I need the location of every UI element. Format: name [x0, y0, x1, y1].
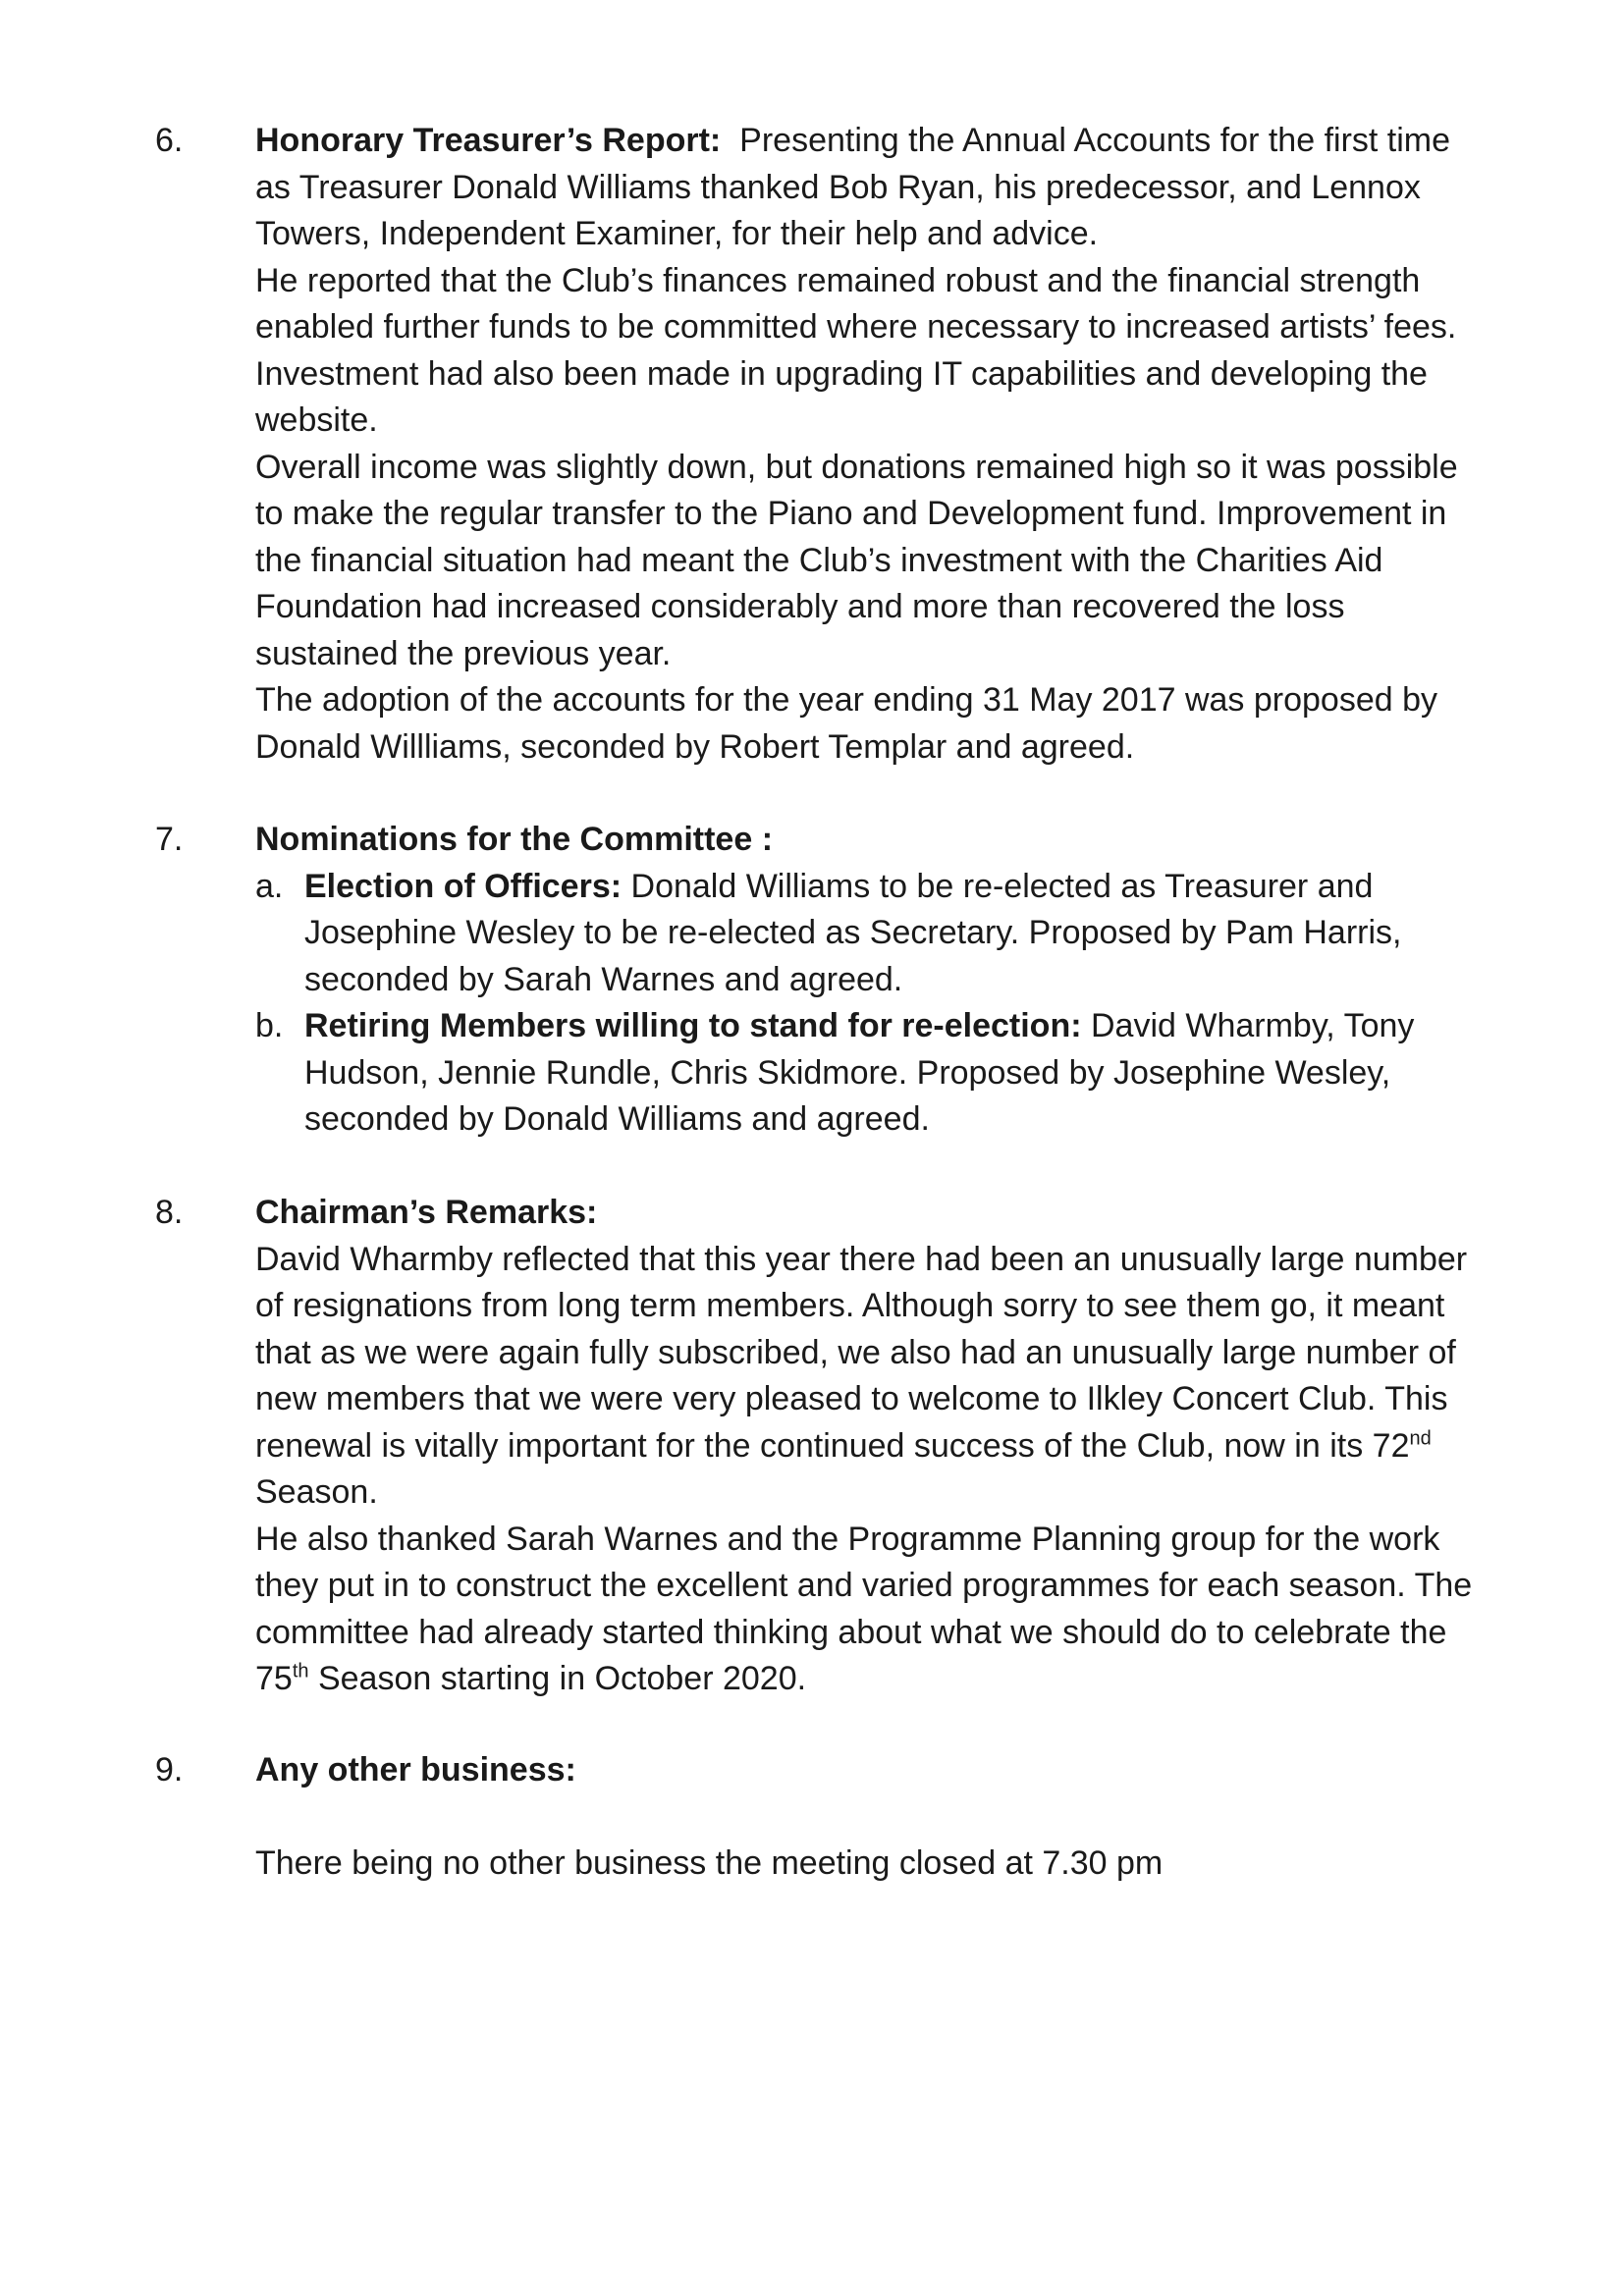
item-number: 7. — [155, 821, 184, 858]
item-paragraph: He also thanked Sarah Warnes and the Programme Planning group for the work they put in to construct the excellent and varied programmes for each season. The committee had already started thinking about what we should do to celebrate the 75th Season starting in October 2020. — [255, 1520, 1473, 1697]
item-lead-paragraph — [255, 118, 1483, 258]
item-body — [255, 817, 1483, 1144]
item-lead-text: Presenting the Annual Accounts for the first time as Treasurer Donald Williams thanked Bob Ryan, his predecessor, and Lennox Towers, Independent Examiner, for their help and advice. — [255, 122, 1451, 252]
item-number: 6. — [155, 122, 184, 159]
item-body — [255, 1190, 1483, 1703]
item-paragraph: David Wharmby reflected that this year there had been an unusually large number of resignations from long term members. Although sorry to see them go, it meant that as we were again fully subscribed, we also had an unusually large number of new members that we were very pleased to welcome to Ilkley Concert Club. This renewal is vitally important for the continued success of the Club, now in its 72nd Season. — [255, 1240, 1468, 1511]
subitem-heading: Election of Officers: — [304, 867, 623, 905]
item-paragraph: There being no other business the meeting closed at 7.30 pm — [255, 1844, 1164, 1882]
item-number: 9. — [155, 1751, 184, 1789]
subitem-text: Donald Williams to be re-elected as Treasurer and Josephine Wesley to be re-elected as Secretary. Proposed by Pam Harris, seconded by Sarah Warnes and agreed. — [304, 867, 1402, 998]
item-number: 8. — [155, 1194, 184, 1231]
subitem-text: David Wharmby, Tony Hudson, Jennie Rundle, Chris Skidmore. Proposed by Josephine Wesley, seconded by Donald Williams and agreed. — [304, 1007, 1415, 1138]
item-heading: Honorary Treasurer’s Report: — [255, 122, 722, 159]
subitem-letter: b. — [255, 1007, 284, 1044]
subitem-letter: a. — [255, 867, 284, 905]
item-paragraph: He reported that the Club’s finances remained robust and the financial strength enabled further funds to be committed where necessary to increased artists’ fees. Investment had also been made in upgrading IT capabilities and developing the website. — [255, 261, 1457, 439]
item-heading: Any other business: — [255, 1751, 576, 1789]
item-heading: Nominations for the Committee : — [255, 821, 774, 858]
subitem-b — [255, 1003, 1483, 1144]
item-heading: Chairman’s Remarks: — [255, 1194, 598, 1231]
item-body — [255, 1747, 1483, 1888]
item-paragraph: Overall income was slightly down, but donations remained high so it was possible to make the regular transfer to the Piano and Development fund. Improvement in the financial situation had meant the Club’s investment with the Charities Aid Foundation had increased considerably and more than recovered the loss sustained the previous year. — [255, 448, 1458, 672]
subitem-a — [255, 864, 1483, 1004]
subitem-heading: Retiring Members willing to stand for re-election: — [304, 1007, 1082, 1044]
item-paragraph: The adoption of the accounts for the year ending 31 May 2017 was proposed by Donald Willliams, seconded by Robert Templar and agreed. — [255, 681, 1438, 766]
item-body — [255, 118, 1483, 771]
